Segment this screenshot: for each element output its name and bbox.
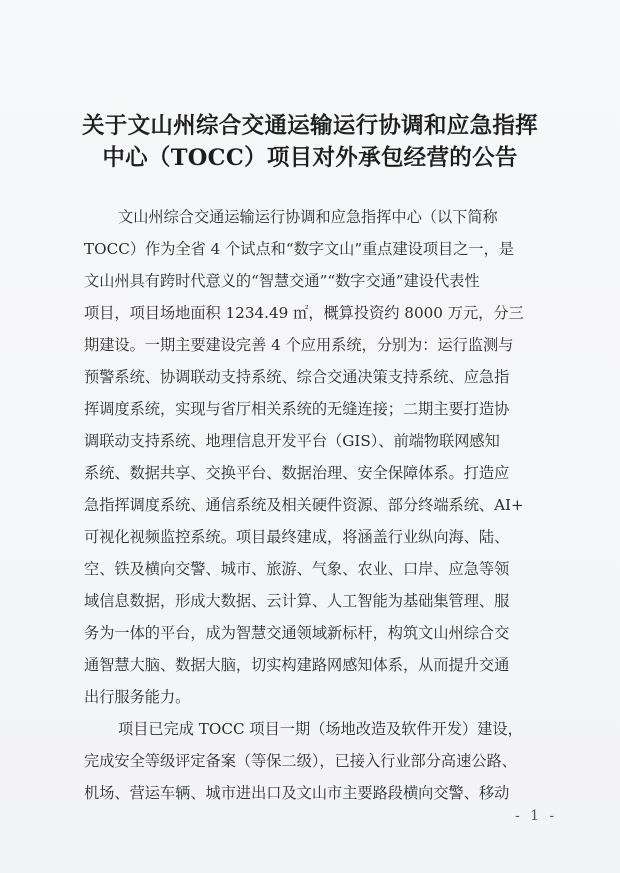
body-line: 预警系统、协调联动支持系统、综合交通决策支持系统、应急指 [84,368,510,386]
body-line: 期建设。一期主要建设完善 4 个应用系统，分别为：运行监测与 [84,336,514,354]
body-line: 文山州具有跨时代意义的“智慧交通”“数字交通”建设代表性 [84,272,480,290]
body-line: 完成安全等级评定备案（等保二级），已接入行业部分高速公路、 [84,752,517,770]
document-title-line-1: 关于文山州综合交通运输运行协调和应急指挥 [81,113,538,139]
body-line: 系统、数据共享、交换平台、数据治理、安全保障体系。打造应 [84,464,510,482]
body-line: 项目，项目场地面积 1234.49 ㎡，概算投资约 8000 万元，分三 [84,304,524,322]
body-line: 通智慧大脑、数据大脑，切实构建路网感知体系，从而提升交通 [84,656,510,674]
body-line: 文山州综合交通运输运行协调和应急指挥中心（以下简称 [118,208,498,226]
body-line: 务为一体的平台，成为智慧交通领域新标杆，构筑文山州综合交 [84,624,510,642]
body-line: 出行服务能力。 [84,688,191,706]
body-line: 挥调度系统，实现与省厅相关系统的无缝连接；二期主要打造协 [84,400,510,418]
body-line: 可视化视频监控系统。项目最终建成，将涵盖行业纵向海、陆、 [84,528,510,546]
body-line: 急指挥调度系统、通信系统及相关硬件资源、部分终端系统、AI+ [84,496,524,514]
body-line: 机场、营运车辆、城市进出口及文山市主要路段横向交警、移动 [84,784,510,802]
body-line: 调联动支持系统、地理信息开发平台（GIS）、前端物联网感知 [84,432,500,450]
document-title-line-2: 中心（TOCC）项目对外承包经营的公告 [102,145,518,171]
page-number: - 1 - [515,808,558,824]
body-line: 空、铁及横向交警、城市、旅游、气象、农业、口岸、应急等领 [84,560,510,578]
body-line: TOCC）作为全省 4 个试点和“数字文山”重点建设项目之一，是 [84,240,514,258]
body-line: 项目已完成 TOCC 项目一期（场地改造及软件开发）建设， [118,720,523,738]
body-line: 域信息数据，形成大数据、云计算、人工智能为基础集管理、服 [84,592,510,610]
